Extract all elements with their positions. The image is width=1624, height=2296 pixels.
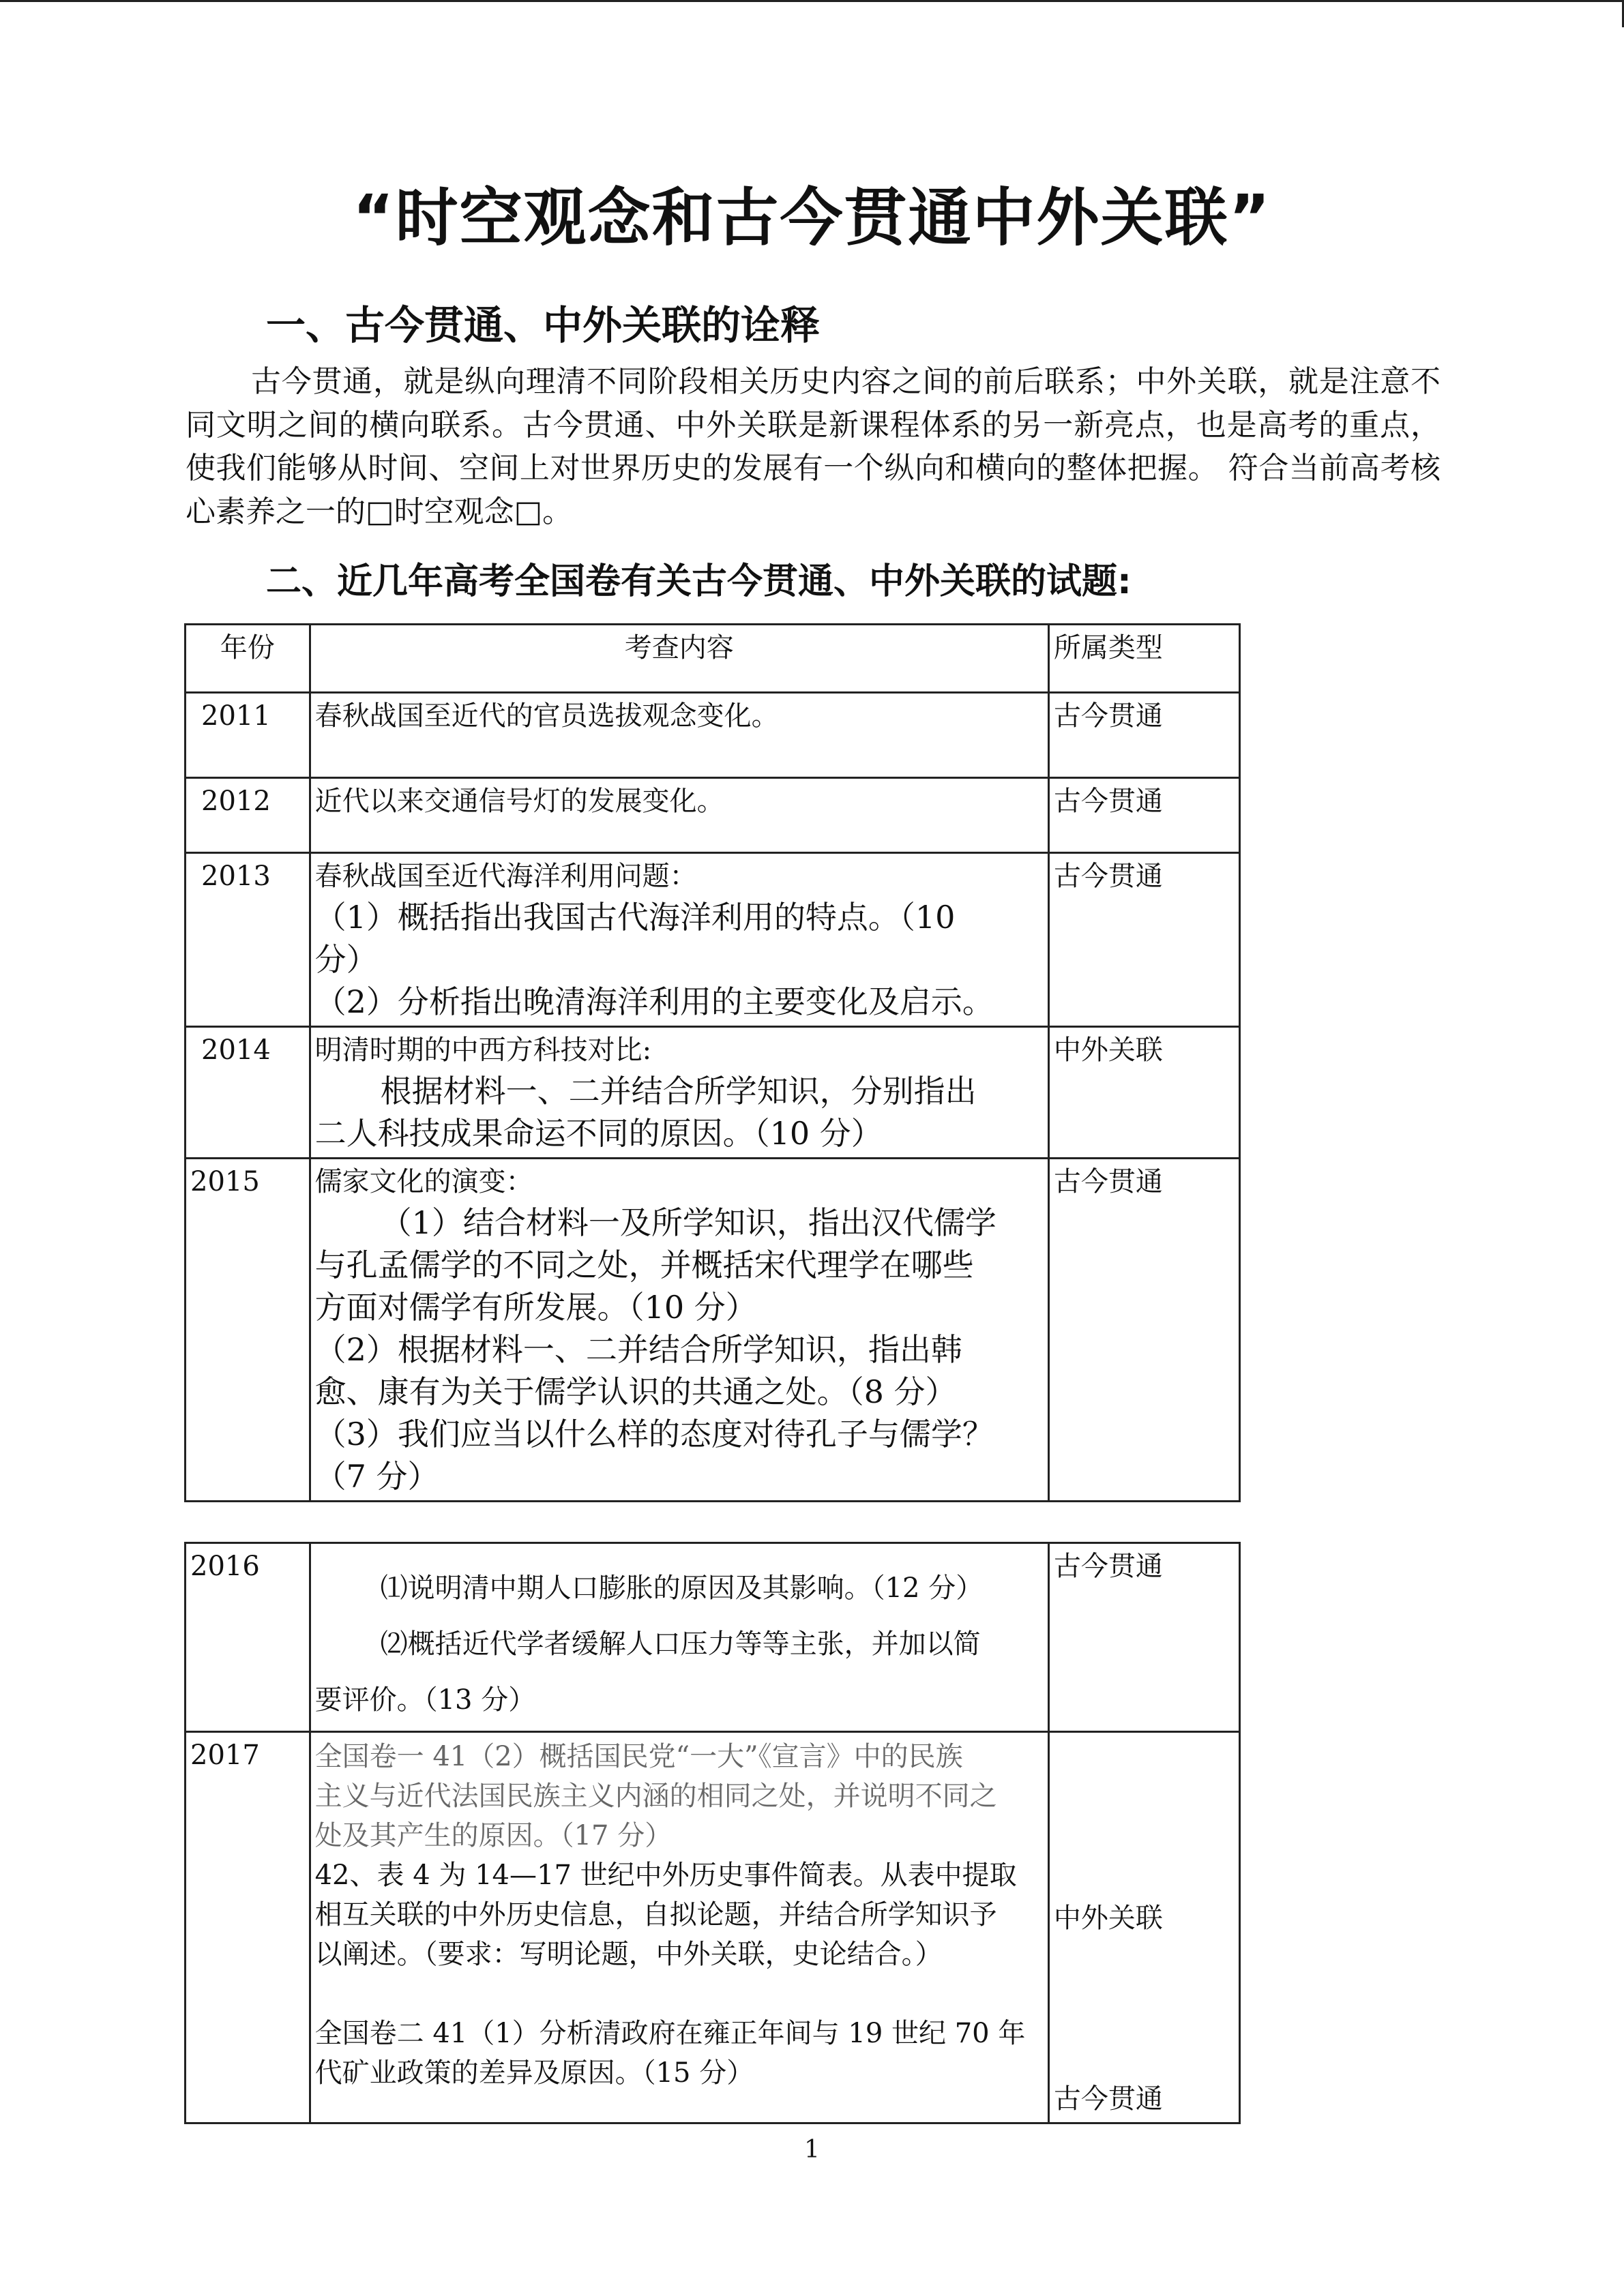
content-line: 根据材料一、二并结合所学知识，分别指出 — [380, 1073, 977, 1109]
section-2-heading: 二、近几年高考全国卷有关古今贯通、中外关联的试题: — [266, 561, 1132, 602]
content-line: 代矿业政策的差异及原因。（15 分） — [314, 2057, 754, 2089]
row-type — [1048, 1732, 1239, 2123]
row-year: 2017 — [186, 1732, 310, 2123]
content-line: 近代以来交通信号灯的发展变化。 — [314, 786, 724, 817]
content-line: （7 分） — [314, 1458, 439, 1495]
exam-table-2 — [184, 1542, 1241, 2124]
content-line: 全国卷一 41（2）概括国民党“一大”《宣言》中的民族 — [314, 1741, 963, 1772]
content-line: （3）我们应当以什么样的态度对待孔子与儒学？ — [314, 1416, 994, 1452]
row-type: 古今贯通 — [1048, 1543, 1239, 1732]
row-content — [310, 1543, 1048, 1732]
page-top-border — [0, 0, 1624, 2]
content-line: 明清时期的中西方科技对比: — [314, 1034, 652, 1066]
content-line: 与孔孟儒学的不同之处，并概括宋代理学在哪些 — [314, 1247, 974, 1283]
content-line: ⑵概括近代学者缓解人口压力等等主张，并加以简 — [380, 1628, 981, 1660]
table-row — [186, 693, 1240, 778]
document-title: “时空观念和古今贯通中外关联” — [353, 181, 1271, 254]
content-line: ⑴说明清中期人口膨胀的原因及其影响。（12 分） — [380, 1572, 984, 1604]
header-type: 所属类型 — [1048, 625, 1239, 693]
content-line: 儒家文化的演变： — [314, 1166, 533, 1197]
header-content: 考查内容 — [310, 625, 1048, 693]
section-1-heading: 一、古今贯通、中外关联的诠释 — [266, 302, 821, 348]
content-line: 方面对儒学有所发展。（10 分） — [314, 1289, 757, 1326]
table-row — [186, 778, 1240, 853]
row-type-b: 古今贯通 — [1053, 2083, 1163, 2115]
content-line: 主义与近代法国民族主义内涵的相同之处，并说明不同之 — [314, 1780, 997, 1812]
content-line: 相互关联的中外历史信息，自拟论题，并结合所学知识予 — [314, 1899, 997, 1930]
table-row — [186, 1159, 1240, 1502]
row-year: 2011 — [186, 693, 310, 778]
content-line: 全国卷二 41（1）分析清政府在雍正年间与 19 世纪 70 年 — [314, 2018, 1026, 2049]
content-line: 处及其产生的原因。（17 分） — [314, 1820, 673, 1851]
table-row — [186, 1543, 1240, 1732]
table-row — [186, 1027, 1240, 1159]
section-1-paragraph: 古今贯通，就是纵向理清不同阶段相关历史内容之间的前后联系；中外关联，就是注意不同文明之间的横向联系。古今贯通、中外关联是新课程体系的另一新亮点，也是高考的重点，使我们能够从时间、空间上对世界历史的发展有一个纵向和横向的整体把握。 符合当前高考核心素养之一的□时空观念□。 — [186, 364, 1441, 529]
row-year: 2014 — [186, 1027, 310, 1159]
content-line: 42、表 4 为 14—17 世纪中外历史事件简表。从表中提取 — [314, 1860, 1017, 1891]
row-content — [310, 778, 1048, 853]
row-content — [310, 1159, 1048, 1502]
row-type: 中外关联 — [1048, 1027, 1239, 1159]
table-header-row — [186, 625, 1240, 693]
row-year: 2015 — [186, 1159, 310, 1502]
table-row — [186, 853, 1240, 1027]
content-line: （2）分析指出晚清海洋利用的主要变化及启示。 — [314, 983, 994, 1020]
content-line: 要评价。（13 分） — [314, 1684, 536, 1716]
content-line: 分） — [314, 941, 378, 978]
row-type: 古今贯通 — [1048, 693, 1239, 778]
header-year: 年份 — [186, 625, 310, 693]
content-line: 二人科技成果命运不同的原因。（10 分） — [314, 1115, 883, 1152]
row-content — [310, 693, 1048, 778]
content-line: 春秋战国至近代的官员选拔观念变化。 — [314, 700, 779, 732]
row-type: 古今贯通 — [1048, 778, 1239, 853]
content-line: 以阐述。（要求：写明论题，中外关联，史论结合。） — [314, 1939, 943, 1970]
blank-line — [315, 1974, 1044, 2014]
row-type: 古今贯通 — [1048, 853, 1239, 1027]
content-line: 愈、康有为关于儒学认识的共通之处。（8 分） — [314, 1373, 957, 1410]
row-year: 2013 — [186, 853, 310, 1027]
row-content — [310, 1732, 1048, 2123]
row-year: 2012 — [186, 778, 310, 853]
content-line: （1）概括指出我国古代海洋利用的特点。（10 — [314, 899, 956, 936]
row-year: 2016 — [186, 1543, 310, 1732]
exam-table-1 — [184, 623, 1241, 1502]
row-content — [310, 1027, 1048, 1159]
page-number: 1 — [804, 2136, 820, 2164]
content-line: （2）根据材料一、二并结合所学知识，指出韩 — [314, 1331, 962, 1368]
content-line: 春秋战国至近代海洋利用问题： — [314, 861, 697, 892]
row-type: 古今贯通 — [1048, 1159, 1239, 1502]
table-row — [186, 1732, 1240, 2123]
content-line: （1）结合材料一及所学知识，指出汉代儒学 — [380, 1204, 996, 1241]
row-content — [310, 853, 1048, 1027]
row-type-a: 中外关联 — [1053, 1903, 1163, 1934]
